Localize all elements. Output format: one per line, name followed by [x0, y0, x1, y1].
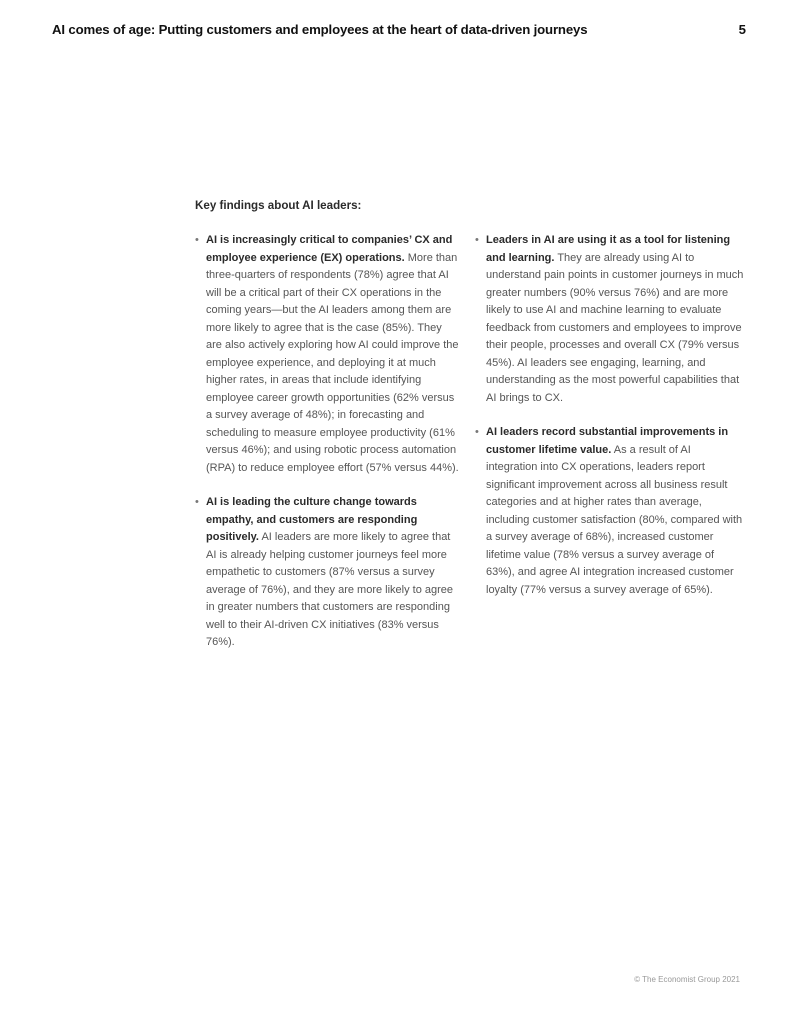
- bullet-marker: •: [475, 234, 479, 246]
- finding-body: As a result of AI integration into CX operations, leaders report significant improvement across all business result categories and at higher rates than average, including customer satisfaction (80%, compared with a survey average of 68%), increased customer lifetime value (78% versus a survey average of 63%), and agree AI integration increased customer loyalty (77% versus a survey average of 65%).: [486, 443, 743, 596]
- page-header-title: AI comes of age: Putting customers and employees at the heart of data-driven journeys: [52, 22, 588, 37]
- finding-text: [486, 232, 745, 407]
- finding-text: [206, 494, 460, 652]
- finding-body: More than three-quarters of respondents (78%) agree that AI will be a critical part of their CX operations in the coming years—but the AI leaders among them are more likely to agree that is the case (85%). They are also actively exploring how AI could improve the employee experience, and deploying it at much higher rates, in areas that include identifying employee career growth opportunities (62% versus a survey average of 48%); in forecasting and scheduling to measure employee productivity (61% versus 46%); and using robotic process automation (RPA) to reduce employee effort (57% versus 44%).: [206, 251, 459, 474]
- finding-body: They are already using AI to understand pain points in customer journeys in much greater numbers (90% versus 76%) and are more likely to use AI and machine learning to evaluate feedback from customers and employees to improve their people, processes and overall CX (79% versus 45%). AI leaders see engaging, learning, and understanding as the most powerful capabilities that AI brings to CX.: [486, 251, 744, 404]
- finding-body: AI leaders are more likely to agree that AI is already helping customer journeys feel more empathetic to customers (87% versus a survey average of 76%), and they are more likely to agree in greater numbers that customers are responding well to their AI-driven CX initiatives (83% versus 76%).: [206, 531, 454, 648]
- page-number: 5: [738, 22, 746, 37]
- finding-item: [475, 424, 745, 599]
- finding-text: [206, 232, 460, 477]
- bullet-marker: •: [195, 496, 199, 508]
- finding-lead: AI leaders record substantial improvements in customer lifetime value.: [486, 426, 729, 456]
- bullet-marker: •: [195, 234, 199, 246]
- finding-item: [195, 494, 460, 652]
- finding-lead: AI is leading the culture change towards empathy, and customers are responding positively.: [206, 496, 418, 543]
- section-heading: Key findings about AI leaders:: [195, 199, 362, 212]
- finding-item: [195, 232, 460, 477]
- findings-right-column: [475, 232, 745, 616]
- finding-lead: AI is increasingly critical to companies’ CX and employee experience (EX) operations.: [206, 234, 453, 264]
- bullet-marker: •: [475, 426, 479, 438]
- finding-lead: Leaders in AI are using it as a tool for listening and learning.: [486, 234, 731, 264]
- footer-copyright: © The Economist Group 2021: [634, 975, 740, 984]
- finding-item: [475, 232, 745, 407]
- findings-left-column: [195, 232, 460, 669]
- finding-text: [486, 424, 745, 599]
